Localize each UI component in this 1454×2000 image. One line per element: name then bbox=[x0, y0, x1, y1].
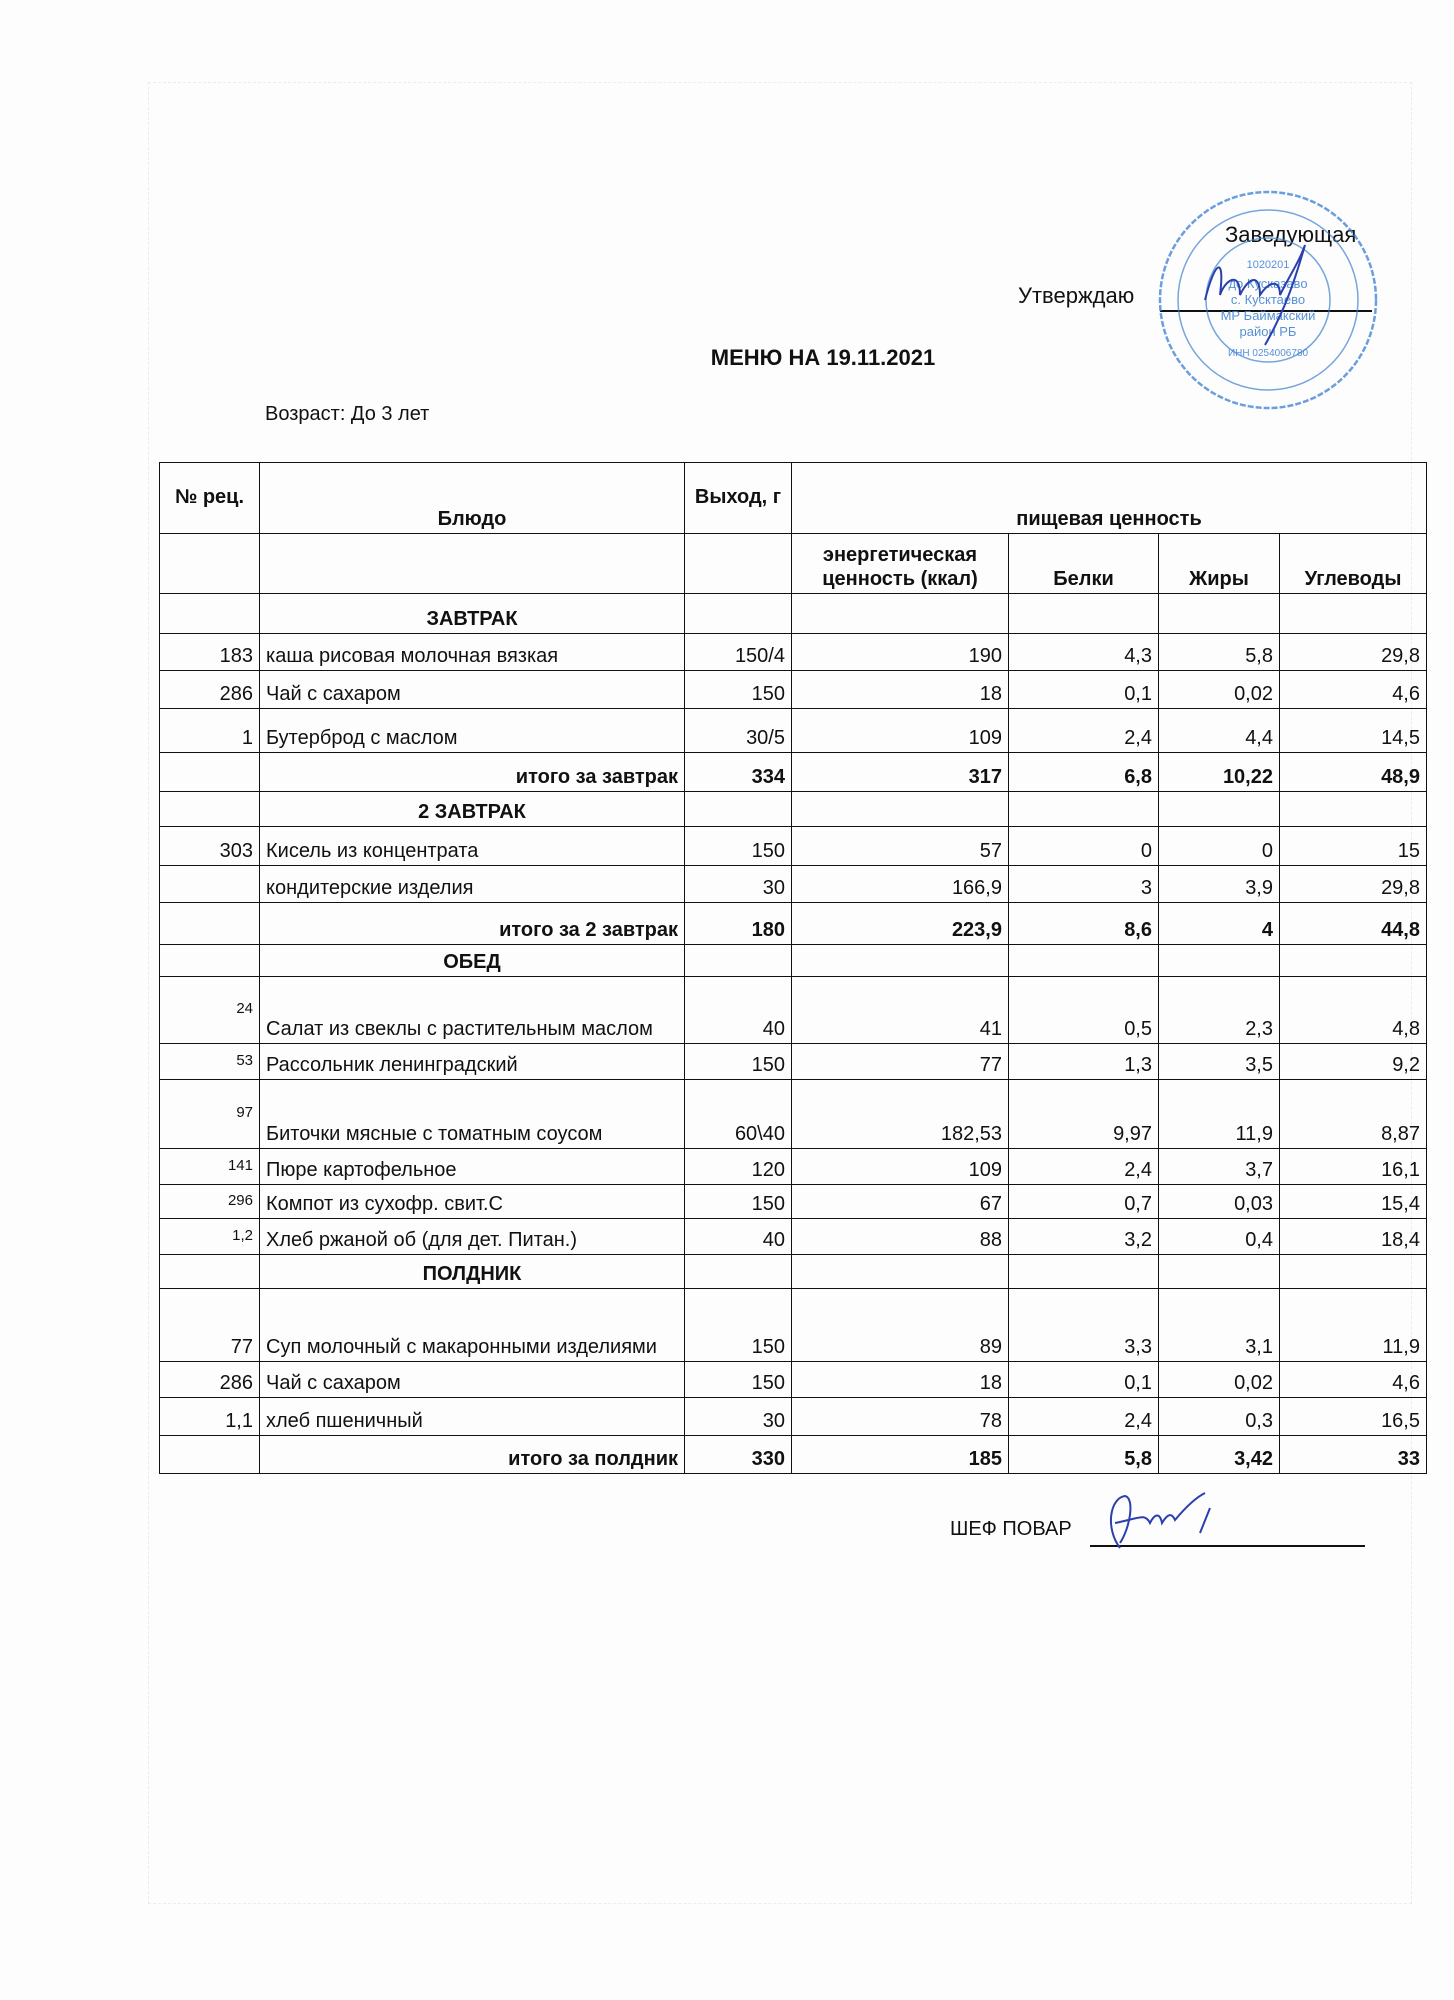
energy-kcal: 166,9 bbox=[792, 866, 1009, 903]
dish-name: Бутерброд с маслом bbox=[260, 709, 685, 753]
table-row bbox=[160, 1219, 1427, 1255]
table-row bbox=[160, 1289, 1427, 1362]
carbs: 33 bbox=[1280, 1436, 1427, 1474]
carbs: 29,8 bbox=[1280, 866, 1427, 903]
carbs: 4,6 bbox=[1280, 1362, 1427, 1398]
chef-label: ШЕФ ПОВАР bbox=[950, 1518, 1072, 1540]
protein: 5,8 bbox=[1009, 1436, 1159, 1474]
energy-kcal: 67 bbox=[792, 1185, 1009, 1219]
carbs: 9,2 bbox=[1280, 1044, 1427, 1080]
recipe-number: 286 bbox=[160, 1362, 260, 1398]
energy-kcal: 89 bbox=[792, 1289, 1009, 1362]
recipe-number: 1,2 bbox=[160, 1219, 260, 1255]
protein: 3,2 bbox=[1009, 1219, 1159, 1255]
empty-cell bbox=[685, 534, 792, 594]
section-title: ПОЛДНИК bbox=[260, 1255, 685, 1289]
menu-table bbox=[159, 462, 1427, 1474]
empty-cell bbox=[685, 792, 792, 827]
carbs: 8,87 bbox=[1280, 1080, 1427, 1149]
protein: 2,4 bbox=[1009, 1149, 1159, 1185]
total-row bbox=[160, 753, 1427, 792]
output-grams: 150 bbox=[685, 1185, 792, 1219]
energy-kcal: 223,9 bbox=[792, 903, 1009, 945]
table-row bbox=[160, 866, 1427, 903]
fat: 3,5 bbox=[1159, 1044, 1280, 1080]
header-num: № рец. bbox=[160, 463, 260, 534]
recipe-number: 303 bbox=[160, 827, 260, 866]
protein: 0,1 bbox=[1009, 671, 1159, 709]
empty-cell bbox=[1159, 792, 1280, 827]
carbs: 18,4 bbox=[1280, 1219, 1427, 1255]
protein: 2,4 bbox=[1009, 1398, 1159, 1436]
empty-cell bbox=[1280, 945, 1427, 977]
header-row bbox=[160, 463, 1427, 534]
energy-kcal: 77 bbox=[792, 1044, 1009, 1080]
empty-cell bbox=[1009, 1255, 1159, 1289]
output-grams: 150 bbox=[685, 671, 792, 709]
director-signature bbox=[1195, 240, 1335, 350]
dish-name: Чай с сахаром bbox=[260, 1362, 685, 1398]
empty-cell bbox=[1280, 594, 1427, 634]
age-group: Возраст: До 3 лет bbox=[265, 403, 430, 425]
protein: 3 bbox=[1009, 866, 1159, 903]
fat: 3,7 bbox=[1159, 1149, 1280, 1185]
fat: 10,22 bbox=[1159, 753, 1280, 792]
protein: 9,97 bbox=[1009, 1080, 1159, 1149]
dish-name: хлеб пшеничный bbox=[260, 1398, 685, 1436]
empty-cell bbox=[160, 534, 260, 594]
fat: 5,8 bbox=[1159, 634, 1280, 671]
carbs: 4,6 bbox=[1280, 671, 1427, 709]
empty-cell bbox=[1159, 1255, 1280, 1289]
energy-kcal: 18 bbox=[792, 671, 1009, 709]
carbs: 16,1 bbox=[1280, 1149, 1427, 1185]
dish-name: итого за полдник bbox=[260, 1436, 685, 1474]
fat: 4 bbox=[1159, 903, 1280, 945]
empty-cell bbox=[685, 594, 792, 634]
dish-name: Рассольник ленинградский bbox=[260, 1044, 685, 1080]
chef-signature bbox=[1100, 1488, 1230, 1558]
recipe-number: 53 bbox=[160, 1044, 260, 1080]
table-row bbox=[160, 1044, 1427, 1080]
fat: 0 bbox=[1159, 827, 1280, 866]
fat: 11,9 bbox=[1159, 1080, 1280, 1149]
carbs: 15 bbox=[1280, 827, 1427, 866]
carbs: 11,9 bbox=[1280, 1289, 1427, 1362]
svg-text:до Кусказаво: до Кусказаво bbox=[1228, 276, 1308, 291]
empty-cell bbox=[1009, 792, 1159, 827]
subheader-row bbox=[160, 534, 1427, 594]
output-grams: 120 bbox=[685, 1149, 792, 1185]
output-grams: 180 bbox=[685, 903, 792, 945]
protein: 0,1 bbox=[1009, 1362, 1159, 1398]
recipe-number: 183 bbox=[160, 634, 260, 671]
output-grams: 150/4 bbox=[685, 634, 792, 671]
dish-name: Биточки мясные с томатным соусом bbox=[260, 1080, 685, 1149]
protein: 0 bbox=[1009, 827, 1159, 866]
section-row bbox=[160, 792, 1427, 827]
output-grams: 330 bbox=[685, 1436, 792, 1474]
svg-text:МР Баймакский: МР Баймакский bbox=[1220, 308, 1316, 323]
recipe-number bbox=[160, 753, 260, 792]
section-row bbox=[160, 945, 1427, 977]
svg-text:с. Кусктаево: с. Кусктаево bbox=[1230, 292, 1306, 307]
empty-cell bbox=[792, 945, 1009, 977]
table-row bbox=[160, 1362, 1427, 1398]
dish-name: Хлеб ржаной об (для дет. Питан.) bbox=[260, 1219, 685, 1255]
svg-text:1020201: 1020201 bbox=[1246, 259, 1290, 271]
protein: 3,3 bbox=[1009, 1289, 1159, 1362]
protein: 4,3 bbox=[1009, 634, 1159, 671]
dish-name: Компот из сухофр. свит.С bbox=[260, 1185, 685, 1219]
empty-cell bbox=[160, 594, 260, 634]
output-grams: 334 bbox=[685, 753, 792, 792]
table-row bbox=[160, 827, 1427, 866]
fat: 3,1 bbox=[1159, 1289, 1280, 1362]
empty-cell bbox=[1009, 945, 1159, 977]
carbs: 16,5 bbox=[1280, 1398, 1427, 1436]
recipe-number: 1 bbox=[160, 709, 260, 753]
output-grams: 150 bbox=[685, 1044, 792, 1080]
svg-text:ИНН 0254006780: ИНН 0254006780 bbox=[1227, 348, 1309, 359]
output-grams: 40 bbox=[685, 1219, 792, 1255]
protein: 6,8 bbox=[1009, 753, 1159, 792]
protein: 8,6 bbox=[1009, 903, 1159, 945]
empty-cell bbox=[160, 792, 260, 827]
recipe-number: 296 bbox=[160, 1185, 260, 1219]
empty-cell bbox=[685, 1255, 792, 1289]
recipe-number: 24 bbox=[160, 977, 260, 1044]
carbs: 29,8 bbox=[1280, 634, 1427, 671]
fat: 4,4 bbox=[1159, 709, 1280, 753]
dish-name: кондитерские изделия bbox=[260, 866, 685, 903]
output-grams: 30/5 bbox=[685, 709, 792, 753]
carbs: 48,9 bbox=[1280, 753, 1427, 792]
total-row bbox=[160, 1436, 1427, 1474]
dish-name: Чай с сахаром bbox=[260, 671, 685, 709]
header-fat: Жиры bbox=[1159, 534, 1280, 594]
protein: 0,7 bbox=[1009, 1185, 1159, 1219]
dish-name: Кисель из концентрата bbox=[260, 827, 685, 866]
table-row bbox=[160, 709, 1427, 753]
approve-label: Утверждаю bbox=[1018, 283, 1135, 308]
dish-name: итого за завтрак bbox=[260, 753, 685, 792]
output-grams: 150 bbox=[685, 1289, 792, 1362]
section-row bbox=[160, 1255, 1427, 1289]
table-row bbox=[160, 634, 1427, 671]
svg-text:район РБ: район РБ bbox=[1239, 324, 1297, 339]
energy-kcal: 317 bbox=[792, 753, 1009, 792]
recipe-number: 141 bbox=[160, 1149, 260, 1185]
fat: 0,02 bbox=[1159, 671, 1280, 709]
output-grams: 40 bbox=[685, 977, 792, 1044]
fat: 0,03 bbox=[1159, 1185, 1280, 1219]
fat: 2,3 bbox=[1159, 977, 1280, 1044]
energy-kcal: 78 bbox=[792, 1398, 1009, 1436]
energy-kcal: 109 bbox=[792, 709, 1009, 753]
dish-name: каша рисовая молочная вязкая bbox=[260, 634, 685, 671]
energy-kcal: 18 bbox=[792, 1362, 1009, 1398]
carbs: 4,8 bbox=[1280, 977, 1427, 1044]
empty-cell bbox=[792, 792, 1009, 827]
section-row bbox=[160, 594, 1427, 634]
energy-kcal: 57 bbox=[792, 827, 1009, 866]
recipe-number: 286 bbox=[160, 671, 260, 709]
section-title: ОБЕД bbox=[260, 945, 685, 977]
fat: 0,02 bbox=[1159, 1362, 1280, 1398]
table-row bbox=[160, 1398, 1427, 1436]
section-title: 2 ЗАВТРАК bbox=[260, 792, 685, 827]
table-row bbox=[160, 1149, 1427, 1185]
empty-cell bbox=[160, 945, 260, 977]
carbs: 15,4 bbox=[1280, 1185, 1427, 1219]
section-title: ЗАВТРАК bbox=[260, 594, 685, 634]
output-grams: 30 bbox=[685, 866, 792, 903]
table-row bbox=[160, 671, 1427, 709]
empty-cell bbox=[1159, 594, 1280, 634]
output-grams: 150 bbox=[685, 1362, 792, 1398]
empty-cell bbox=[1009, 594, 1159, 634]
fat: 0,3 bbox=[1159, 1398, 1280, 1436]
output-grams: 30 bbox=[685, 1398, 792, 1436]
protein: 2,4 bbox=[1009, 709, 1159, 753]
energy-kcal: 88 bbox=[792, 1219, 1009, 1255]
dish-name: Салат из свеклы с растительным маслом bbox=[260, 977, 685, 1044]
output-grams: 60\40 bbox=[685, 1080, 792, 1149]
dish-name: Пюре картофельное bbox=[260, 1149, 685, 1185]
empty-cell bbox=[1159, 945, 1280, 977]
protein: 1,3 bbox=[1009, 1044, 1159, 1080]
protein: 0,5 bbox=[1009, 977, 1159, 1044]
energy-kcal: 109 bbox=[792, 1149, 1009, 1185]
energy-kcal: 182,53 bbox=[792, 1080, 1009, 1149]
fat: 3,42 bbox=[1159, 1436, 1280, 1474]
energy-kcal: 190 bbox=[792, 634, 1009, 671]
empty-cell bbox=[792, 1255, 1009, 1289]
output-grams: 150 bbox=[685, 827, 792, 866]
recipe-number: 1,1 bbox=[160, 1398, 260, 1436]
header-dish: Блюдо bbox=[260, 463, 685, 534]
empty-cell bbox=[1280, 792, 1427, 827]
dish-name: Суп молочный с макаронными изделиями bbox=[260, 1289, 685, 1362]
recipe-number: 77 bbox=[160, 1289, 260, 1362]
recipe-number: 97 bbox=[160, 1080, 260, 1149]
recipe-number bbox=[160, 903, 260, 945]
header-protein: Белки bbox=[1009, 534, 1159, 594]
header-energy: энергетическая ценность (ккал) bbox=[792, 534, 1009, 594]
empty-cell bbox=[792, 594, 1009, 634]
fat: 0,4 bbox=[1159, 1219, 1280, 1255]
approver-position: Заведующая bbox=[1225, 222, 1357, 247]
fat: 3,9 bbox=[1159, 866, 1280, 903]
header-output: Выход, г bbox=[685, 463, 792, 534]
empty-cell bbox=[1280, 1255, 1427, 1289]
total-row bbox=[160, 903, 1427, 945]
table-row bbox=[160, 1080, 1427, 1149]
recipe-number bbox=[160, 866, 260, 903]
header-nutrition: пищевая ценность bbox=[792, 463, 1427, 534]
header-carbs: Углеводы bbox=[1280, 534, 1427, 594]
carbs: 14,5 bbox=[1280, 709, 1427, 753]
empty-cell bbox=[685, 945, 792, 977]
carbs: 44,8 bbox=[1280, 903, 1427, 945]
table-row bbox=[160, 977, 1427, 1044]
energy-kcal: 41 bbox=[792, 977, 1009, 1044]
table-row bbox=[160, 1185, 1427, 1219]
empty-cell bbox=[160, 1255, 260, 1289]
energy-kcal: 185 bbox=[792, 1436, 1009, 1474]
recipe-number bbox=[160, 1436, 260, 1474]
dish-name: итого за 2 завтрак bbox=[260, 903, 685, 945]
page-title: МЕНЮ НА 19.11.2021 bbox=[710, 345, 936, 370]
empty-cell bbox=[260, 534, 685, 594]
